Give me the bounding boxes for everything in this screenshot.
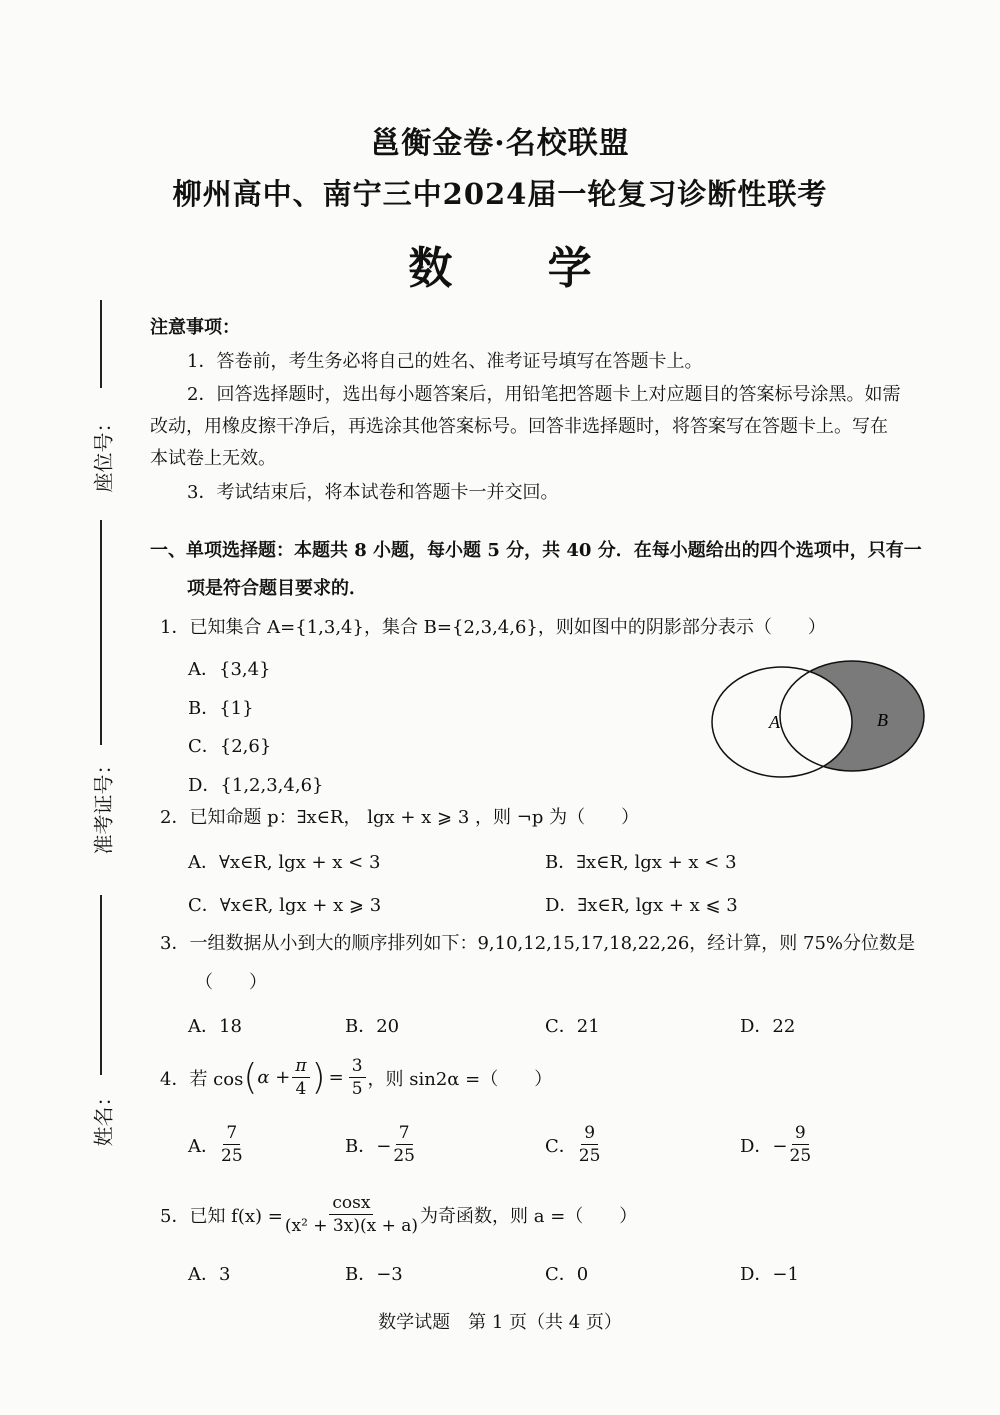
page-footer: 数学试题 第 1 页（共 4 页）	[378, 1312, 622, 1333]
subject-title: 数 学	[408, 243, 632, 294]
q2-stem: 2．已知命题 p：∃x∈R， lgx + x ⩾ 3 ，则 ¬p 为（ ）	[160, 807, 640, 828]
venn-label-b: B	[877, 710, 888, 730]
q3-stem: 3．一组数据从小到大的顺序排列如下：9,10,12,15,17,18,22,26，经计算，则 75%分位数是	[160, 933, 916, 954]
q5-denominator: (x² + 3x)(x + a)	[284, 1216, 419, 1236]
q4-d-den: 25	[789, 1146, 812, 1166]
q1-option-a: A．{3,4}	[188, 659, 271, 680]
q4-alpha-plus: α +	[257, 1067, 291, 1088]
q4-option-b-label: B．−	[345, 1135, 392, 1157]
q5-fraction	[285, 1192, 418, 1237]
q4-option-d	[740, 1122, 813, 1167]
notes-title: 注意事项：	[150, 317, 240, 338]
venn-diagram	[705, 660, 935, 785]
q5-option-b: B．−3	[345, 1264, 403, 1285]
seat-line	[100, 300, 102, 388]
section1-heading-cont: 项是符合题目要求的．	[187, 578, 367, 599]
q4-b-den: 25	[393, 1146, 415, 1166]
q5-option-c: C．0	[545, 1264, 589, 1285]
q4-four: 4	[295, 1079, 307, 1099]
q4-option-a-label: A．	[188, 1135, 219, 1157]
q4-right-paren: )	[311, 1056, 326, 1098]
q4-option-d-frac	[790, 1122, 812, 1167]
q3-option-b: B．20	[345, 1016, 400, 1037]
q1-option-d: D．{1,2,3,4,6}	[188, 775, 324, 796]
seat-label: 座位号：	[91, 412, 116, 493]
exam-series-title: 邕衡金卷·名校联盟	[370, 126, 630, 161]
q4-option-c-label: C．	[545, 1135, 577, 1157]
exam-no-label: 准考证号：	[91, 754, 116, 855]
note-2b: 改动，用橡皮擦干净后，再选涂其他答案标号。回答非选择题时，将答案写在答题卡上。写在	[150, 416, 888, 437]
q2-option-b: B．∃x∈R, lgx + x < 3	[545, 852, 737, 873]
q4-five: 5	[351, 1079, 363, 1099]
q4-pi-over-4	[292, 1055, 309, 1100]
q5-post: 为奇函数，则 a =（ ）	[420, 1205, 638, 1227]
q1-stem: 1．已知集合 A={1,3,4}，集合 B={2,3,4,6}，则如图中的阴影部分表示（ ）	[160, 617, 826, 638]
q5-option-a: A．3	[188, 1264, 231, 1285]
q4-pi: π	[292, 1055, 309, 1078]
name-label: 姓名：	[91, 1086, 116, 1147]
venn-label-a: A	[769, 712, 780, 732]
note-3: 3．考试结束后，将本试卷和答题卡一并交回。	[187, 482, 559, 503]
name-line	[100, 895, 102, 1075]
q4-c-num: 9	[581, 1122, 598, 1145]
q2-option-c: C．∀x∈R, lgx + x ⩾ 3	[188, 895, 382, 916]
q5-stem	[160, 1192, 637, 1237]
q2-option-d: D．∃x∈R, lgx + x ⩽ 3	[545, 895, 738, 916]
exam-no-line	[100, 520, 102, 745]
q5-numerator: cosx	[329, 1192, 373, 1215]
q3-option-c: C．21	[545, 1016, 600, 1037]
q4-option-b	[345, 1122, 417, 1167]
q5-option-d: D．−1	[740, 1264, 799, 1285]
note-1: 1．答卷前，考生务必将自己的姓名、准考证号填写在答题卡上。	[187, 351, 703, 372]
section1-heading: 一、单项选择题：本题共 8 小题，每小题 5 分，共 40 分．在每小题给出的四个选项中，只有一	[150, 540, 922, 561]
q4-b-num: 7	[396, 1122, 413, 1145]
q4-a-den: 25	[221, 1146, 243, 1166]
q4-option-a-frac	[221, 1122, 243, 1167]
q4-d-num: 9	[792, 1122, 809, 1145]
q4-a-num: 7	[223, 1122, 240, 1145]
q3-option-a: A．18	[188, 1016, 242, 1037]
q4-option-c	[545, 1122, 602, 1167]
q4-pre: 4．若 cos	[160, 1068, 244, 1090]
q4-stem	[160, 1055, 552, 1100]
q1-option-b: B．{1}	[188, 698, 254, 719]
note-2a: 2．回答选择题时，选出每小题答案后，用铅笔把答题卡上对应题目的答案标号涂黑。如需	[187, 384, 901, 405]
q4-option-b-frac	[393, 1122, 415, 1167]
q1-option-c: C．{2,6}	[188, 736, 272, 757]
q4-left-paren: (	[243, 1056, 258, 1098]
q4-three-fifths	[349, 1055, 366, 1100]
q4-c-den: 25	[578, 1146, 601, 1166]
q4-eq: =	[328, 1067, 344, 1088]
exam-title: 柳州高中、南宁三中2024届一轮复习诊断性联考	[172, 177, 828, 211]
q4-post: ，则 sin2α =（ ）	[367, 1068, 553, 1090]
q3-option-d: D．22	[740, 1016, 796, 1037]
q4-option-d-label: D．−	[740, 1135, 788, 1157]
q3-paren: （ ）	[195, 972, 267, 993]
q4-three: 3	[349, 1055, 366, 1078]
q4-option-c-frac	[579, 1122, 601, 1167]
q2-option-a: A．∀x∈R, lgx + x < 3	[188, 852, 381, 873]
note-2c: 本试卷上无效。	[150, 448, 276, 469]
q5-pre: 5．已知 f(x) =	[160, 1205, 283, 1227]
q4-option-a	[188, 1122, 245, 1167]
